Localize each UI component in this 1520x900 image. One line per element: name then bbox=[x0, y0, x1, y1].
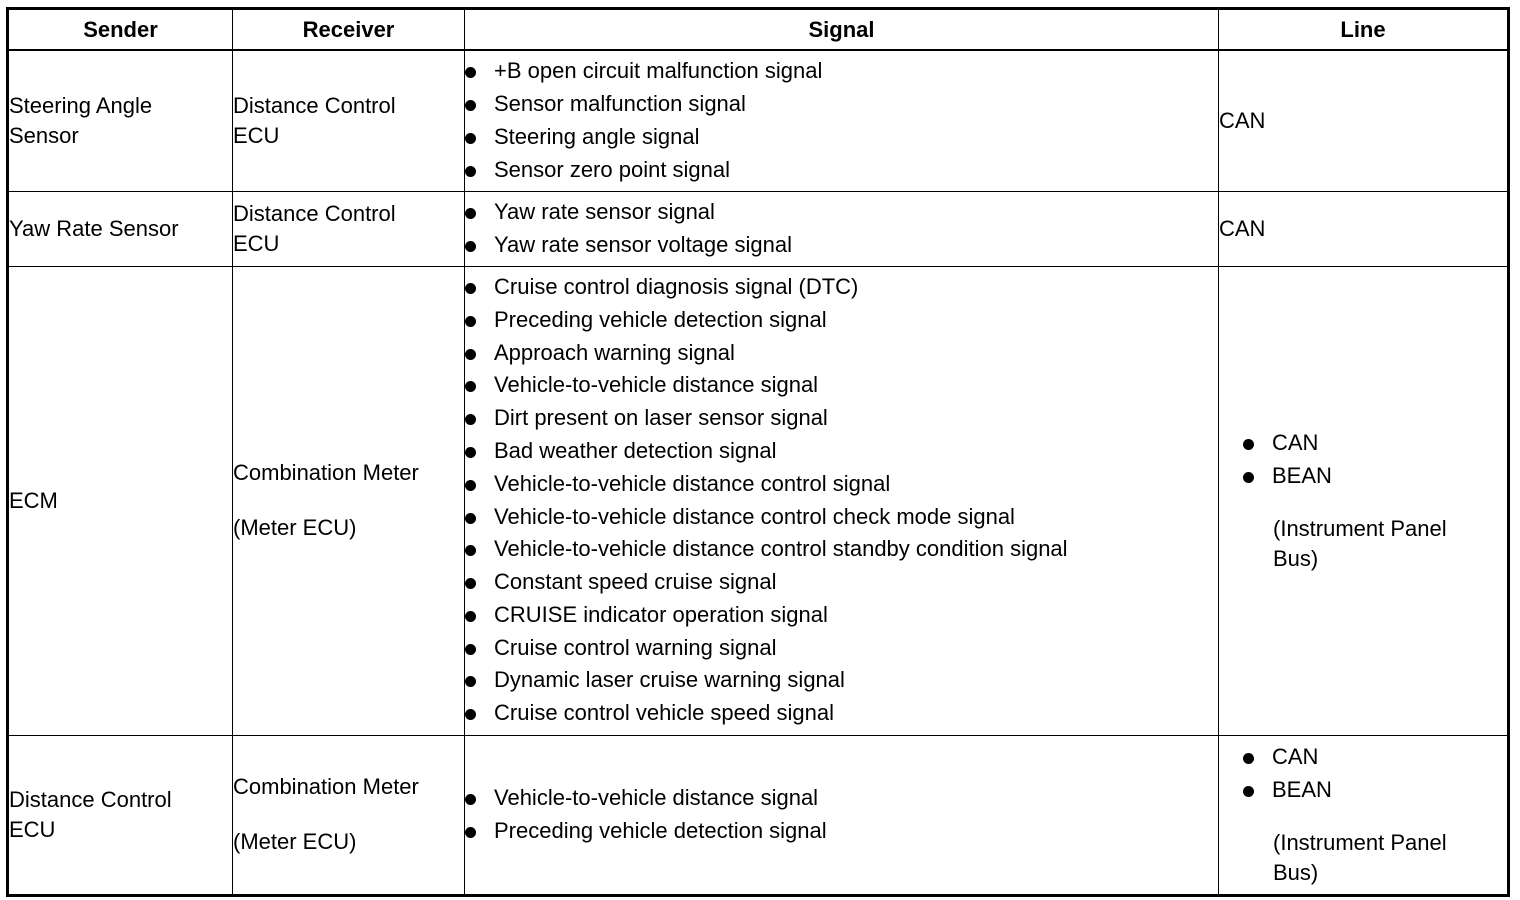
receiver-text: Distance Control bbox=[233, 200, 396, 226]
line-note: (Instrument Panel bbox=[1273, 830, 1447, 856]
signal-text: Steering angle signal bbox=[494, 123, 700, 149]
bullet-icon bbox=[465, 611, 476, 622]
line-text: CAN bbox=[1272, 743, 1319, 769]
line-cell bbox=[1219, 266, 1509, 735]
sender-cell bbox=[8, 735, 233, 895]
sender-cell bbox=[8, 191, 233, 266]
receiver-text: ECU bbox=[233, 230, 280, 256]
line-cell bbox=[1219, 735, 1509, 895]
bullet-icon bbox=[465, 67, 476, 78]
bullet-icon bbox=[465, 545, 476, 556]
bullet-icon bbox=[1243, 439, 1254, 450]
header-line: Line bbox=[1219, 9, 1509, 51]
signal-text: Yaw rate sensor voltage signal bbox=[494, 231, 792, 257]
signal-item bbox=[465, 337, 1218, 370]
line-note: Bus) bbox=[1273, 860, 1319, 886]
signal-item bbox=[465, 55, 1218, 88]
sender-text: Yaw Rate Sensor bbox=[9, 215, 179, 241]
receiver-text: Distance Control bbox=[233, 92, 396, 118]
signal-text: Constant speed cruise signal bbox=[494, 569, 777, 595]
signal-text: +B open circuit malfunction signal bbox=[494, 58, 823, 84]
sender-text: Sensor bbox=[9, 122, 79, 148]
line-text: CAN bbox=[1219, 107, 1266, 133]
bullet-icon bbox=[465, 100, 476, 111]
bullet-icon bbox=[465, 447, 476, 458]
signal-item bbox=[465, 566, 1218, 599]
signal-text: Yaw rate sensor signal bbox=[494, 198, 715, 224]
header-signal: Signal bbox=[465, 9, 1219, 51]
signal-item bbox=[465, 697, 1218, 730]
bullet-icon bbox=[465, 283, 476, 294]
receiver-cell bbox=[233, 735, 465, 895]
signal-text: Bad weather detection signal bbox=[494, 437, 777, 463]
header-sender: Sender bbox=[8, 9, 233, 51]
signal-text: Sensor malfunction signal bbox=[494, 90, 746, 116]
signal-item bbox=[465, 88, 1218, 121]
signal-item bbox=[465, 632, 1218, 665]
table-row bbox=[8, 50, 1509, 191]
spacer bbox=[233, 802, 464, 827]
sender-cell bbox=[8, 266, 233, 735]
spacer bbox=[1243, 492, 1507, 514]
signal-list bbox=[465, 782, 1218, 848]
bullet-icon bbox=[465, 513, 476, 524]
signal-text: Sensor zero point signal bbox=[494, 156, 731, 182]
signal-item bbox=[465, 304, 1218, 337]
line-text: CAN bbox=[1219, 215, 1266, 241]
signal-list bbox=[465, 55, 1218, 186]
signal-text: CRUISE indicator operation signal bbox=[494, 601, 828, 627]
line-text: BEAN bbox=[1272, 462, 1332, 488]
signal-item bbox=[465, 782, 1218, 815]
line-note: (Instrument Panel bbox=[1273, 516, 1447, 542]
line-list bbox=[1243, 741, 1507, 807]
signal-item bbox=[465, 815, 1218, 848]
line-list bbox=[1243, 427, 1507, 493]
bullet-icon bbox=[1243, 472, 1254, 483]
signal-item bbox=[465, 369, 1218, 402]
bullet-icon bbox=[465, 827, 476, 838]
signal-list bbox=[465, 196, 1218, 262]
spacer bbox=[1243, 806, 1507, 828]
signal-cell bbox=[465, 266, 1219, 735]
bullet-icon bbox=[465, 166, 476, 177]
signal-item bbox=[465, 599, 1218, 632]
signal-item bbox=[465, 196, 1218, 229]
signal-text: Preceding vehicle detection signal bbox=[494, 817, 827, 843]
bullet-icon bbox=[465, 794, 476, 805]
signal-item bbox=[465, 229, 1218, 262]
receiver-cell bbox=[233, 266, 465, 735]
line-text: CAN bbox=[1272, 429, 1319, 455]
receiver-text: (Meter ECU) bbox=[233, 829, 357, 854]
signal-text: Cruise control warning signal bbox=[494, 634, 777, 660]
signal-list bbox=[465, 271, 1218, 730]
bullet-icon bbox=[465, 241, 476, 252]
table-row bbox=[8, 191, 1509, 266]
communication-table bbox=[6, 7, 1510, 897]
table-row bbox=[8, 735, 1509, 895]
receiver-text: Combination Meter bbox=[233, 460, 419, 485]
signal-text: Cruise control diagnosis signal (DTC) bbox=[494, 273, 859, 299]
signal-cell bbox=[465, 191, 1219, 266]
signal-item bbox=[465, 533, 1218, 566]
signal-text: Vehicle-to-vehicle distance control signal bbox=[494, 470, 891, 496]
bullet-icon bbox=[465, 133, 476, 144]
signal-item bbox=[465, 435, 1218, 468]
signal-text: Dirt present on laser sensor signal bbox=[494, 405, 828, 431]
signal-item bbox=[465, 501, 1218, 534]
sender-text: Distance Control bbox=[9, 786, 172, 812]
signal-text: Approach warning signal bbox=[494, 339, 735, 365]
bullet-icon bbox=[465, 578, 476, 589]
signal-item bbox=[465, 271, 1218, 304]
bullet-icon bbox=[465, 349, 476, 360]
line-item bbox=[1243, 774, 1507, 807]
signal-item bbox=[465, 121, 1218, 154]
signal-text: Vehicle-to-vehicle distance control standby condition signal bbox=[494, 536, 1068, 562]
signal-text: Cruise control vehicle speed signal bbox=[494, 700, 834, 726]
sender-cell bbox=[8, 50, 233, 191]
bullet-icon bbox=[465, 414, 476, 425]
bullet-icon bbox=[465, 480, 476, 491]
sender-text: Steering Angle bbox=[9, 92, 153, 118]
header-row bbox=[8, 9, 1509, 51]
line-item bbox=[1243, 427, 1507, 460]
sender-text: ECU bbox=[9, 816, 56, 842]
line-cell bbox=[1219, 50, 1509, 191]
signal-text: Vehicle-to-vehicle distance signal bbox=[494, 372, 819, 398]
receiver-text: (Meter ECU) bbox=[233, 515, 357, 540]
receiver-cell bbox=[233, 191, 465, 266]
receiver-cell bbox=[233, 50, 465, 191]
line-text: BEAN bbox=[1272, 776, 1332, 802]
receiver-text: Combination Meter bbox=[233, 774, 419, 799]
line-cell bbox=[1219, 191, 1509, 266]
line-item bbox=[1243, 741, 1507, 774]
bullet-icon bbox=[1243, 786, 1254, 797]
line-note: Bus) bbox=[1273, 546, 1319, 572]
signal-item bbox=[465, 154, 1218, 187]
signal-item bbox=[465, 664, 1218, 697]
signal-cell bbox=[465, 735, 1219, 895]
signal-text: Preceding vehicle detection signal bbox=[494, 306, 827, 332]
spacer bbox=[233, 488, 464, 513]
signal-cell bbox=[465, 50, 1219, 191]
table-row bbox=[8, 266, 1509, 735]
line-item bbox=[1243, 460, 1507, 493]
signal-text: Dynamic laser cruise warning signal bbox=[494, 667, 845, 693]
sender-text: ECM bbox=[9, 487, 58, 513]
bullet-icon bbox=[465, 381, 476, 392]
bullet-icon bbox=[465, 709, 476, 720]
bullet-icon bbox=[465, 676, 476, 687]
signal-item bbox=[465, 402, 1218, 435]
header-receiver: Receiver bbox=[233, 9, 465, 51]
bullet-icon bbox=[1243, 753, 1254, 764]
bullet-icon bbox=[465, 208, 476, 219]
signal-text: Vehicle-to-vehicle distance control check mode signal bbox=[494, 503, 1015, 529]
bullet-icon bbox=[465, 316, 476, 327]
signal-text: Vehicle-to-vehicle distance signal bbox=[494, 784, 819, 810]
receiver-text: ECU bbox=[233, 122, 280, 148]
bullet-icon bbox=[465, 644, 476, 655]
signal-item bbox=[465, 468, 1218, 501]
